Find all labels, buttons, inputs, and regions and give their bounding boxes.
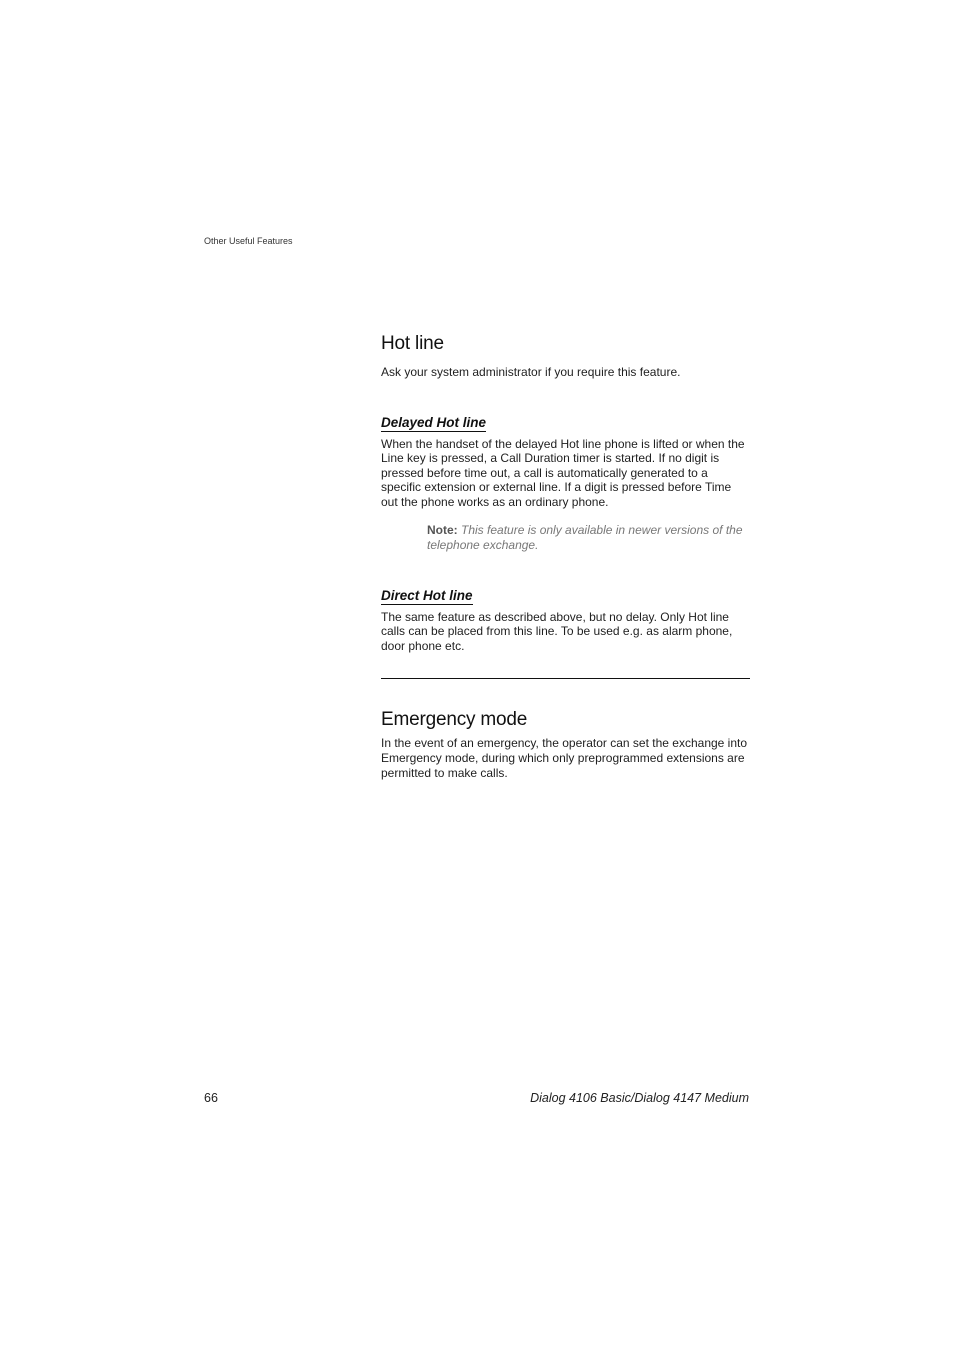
emergency-mode-heading: Emergency mode (381, 709, 528, 731)
delayed-hot-line-body: When the handset of the delayed Hot line phone is lifted or when the Line key is pressed, a Call Duration timer is started. If no digit is pressed before time out, a call is automatically generated to a specific extension or external line. If a digit is pressed before Time out the phone works as an ordinary phone. (381, 436, 745, 509)
emergency-mode-body: In the event of an emergency, the operator can set the exchange into Emergency mode, during which only preprogrammed extensions are permitted to make calls. (381, 736, 748, 780)
delayed-hot-line-heading: Delayed Hot line (381, 414, 487, 430)
emergency-mode-section (381, 709, 750, 780)
direct-hot-line-body: The same feature as described above, but no delay. Only Hot line calls can be placed from this line. To be used e.g. as alarm phone, door phone etc. (381, 609, 733, 653)
hot-line-section (381, 333, 750, 380)
hot-line-intro: Ask your system administrator if you require this feature. (381, 365, 681, 379)
direct-hot-line-heading: Direct Hot line (381, 587, 473, 603)
delayed-hot-line-note (427, 523, 750, 553)
running-header: Other Useful Features (204, 236, 293, 246)
document-title: Dialog 4106 Basic/Dialog 4147 Medium (530, 1091, 749, 1105)
main-content (381, 333, 750, 780)
direct-hot-line-section (381, 587, 750, 654)
delayed-hot-line-section (381, 414, 750, 553)
note-text: This feature is only available in newer versions of the telephone exchange. (427, 522, 743, 552)
hot-line-heading: Hot line (381, 333, 444, 354)
page-number: 66 (204, 1091, 218, 1105)
section-divider (381, 678, 750, 679)
note-label: Note: (427, 522, 458, 537)
